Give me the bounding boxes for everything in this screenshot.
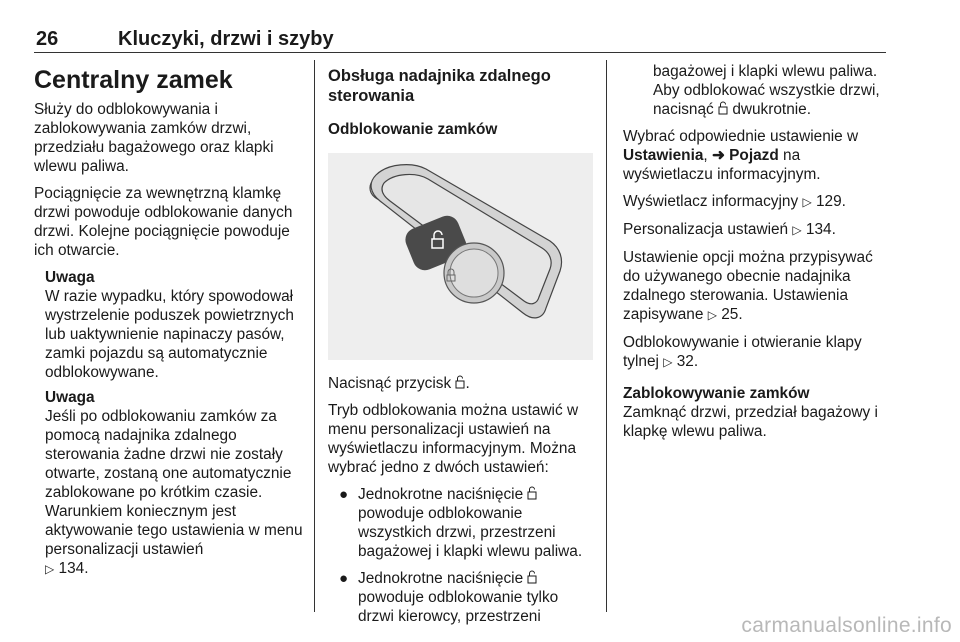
mode-paragraph: Tryb odblokowania można ustawić w menu personalizacji ustawień na wyświetlaczu informacyjnym. Można wybrać jedno z dwóch ustawień: [328, 402, 579, 476]
column-2 [328, 62, 596, 634]
menu-vehicle: Pojazd [729, 147, 779, 164]
bullet-icon: ● [339, 486, 349, 503]
handle-paragraph: Pociągnięcie za wewnętrzną klamkę drzwi powoduje odblokowanie danych drzwi. Kolejne pociągnięcie powoduje ich otwarcie. [34, 185, 293, 259]
column-3 [623, 62, 893, 449]
intro-paragraph: Służy do odblokowywania i zablokowywania zamków drzwi, przedziału bagażowego oraz klapki wlewu paliwa. [34, 101, 274, 175]
note-airbag [34, 268, 306, 382]
tailgate-ref-paragraph: Odblokowywanie i otwieranie klapy tylnej ▷ 32. [623, 334, 862, 370]
subsection-heading: Zablokowywanie zamków [623, 385, 810, 402]
menu-settings: Ustawienia [623, 147, 704, 164]
page-ref[interactable]: 25. [721, 306, 743, 323]
column-divider-1 [314, 60, 315, 612]
column-divider-2 [606, 60, 607, 612]
options-list [328, 485, 596, 626]
ref-arrow-icon: ▷ [707, 308, 717, 322]
lock-paragraph: Zamknąć drzwi, przedział bagażowy i klapkę wlewu paliwa. [623, 404, 878, 440]
note-title: Uwaga [45, 269, 95, 286]
key-fob-illustration [328, 153, 593, 360]
bullet-continuation: bagażowej i klapki wlewu paliwa. Aby odblokować wszystkie drzwi, nacisnąć dwukrotnie. [653, 63, 880, 118]
key-fob-drawing [328, 153, 593, 360]
menu-pointer-icon: ➜ [711, 147, 725, 164]
list-item: ● Jednokrotne naciśnięcie powoduje odblokowanie wszystkich drzwi, przestrzeni bagażowej i klapki wlewu paliwa. [339, 486, 583, 560]
bullet-icon: ● [339, 570, 349, 587]
header-rule [34, 52, 886, 53]
personalization-ref-paragraph: Personalizacja ustawień ▷ 134. [623, 221, 836, 238]
page-number: 26 [36, 28, 59, 50]
watermark: carmanualsonline.info [741, 614, 952, 637]
ref-arrow-icon: ▷ [45, 562, 55, 576]
assign-paragraph: Ustawienie opcji można przypisywać do używanego obecnie nadajnika zdalnego sterowania. Ustawienia zapisywane ▷ 25. [623, 249, 873, 323]
chapter-title: Kluczyki, drzwi i szyby [118, 28, 334, 50]
list-item: ● Jednokrotne naciśnięcie powoduje odblokowanie tylko drzwi kierowcy, przestrzeni [339, 570, 559, 625]
unlock-icon [527, 486, 537, 500]
note-title: Uwaga [45, 389, 95, 406]
unlock-icon [455, 375, 465, 389]
column-1 [34, 62, 306, 585]
ref-arrow-icon: ▷ [802, 195, 812, 209]
unlock-icon [718, 101, 728, 115]
ref-arrow-icon: ▷ [792, 223, 802, 237]
page-ref[interactable]: 134. [805, 221, 836, 238]
note-autolock [34, 388, 306, 579]
section-heading: Obsługa nadajnika zdalnego sterowania [328, 67, 551, 105]
unlock-icon [527, 570, 537, 584]
display-ref-paragraph: Wyświetlacz informacyjny ▷ 129. [623, 193, 846, 210]
subsection-heading: Odblokowanie zamków [328, 121, 498, 138]
page-ref[interactable]: 134. [58, 560, 89, 577]
note-text: Jeśli po odblokowaniu zamków za pomocą nadajnika zdalnego sterowania żadne drzwi nie zostały otwarte, zostaną one automatycznie zablokowane po krótkim czasie. Warunkiem koniecznym jest aktywowanie tego ustawienia w menu personalizacji ustawień [45, 408, 303, 558]
section-heading: Centralny zamek [34, 66, 233, 94]
page-header [36, 28, 884, 52]
settings-paragraph: Wybrać odpowiednie ustawienie w Ustawienia, ➜ Pojazd na wyświetlaczu informacyjnym. [623, 128, 859, 183]
page-ref[interactable]: 32. [676, 353, 699, 370]
page-ref[interactable]: 129. [815, 193, 846, 210]
press-paragraph: Nacisnąć przycisk . [328, 375, 470, 392]
note-text: W razie wypadku, który spowodował wystrzelenie poduszek powietrznych lub uaktywnienie napinaczy pasów, zamki pojazdu są automatycznie odblokowywane. [45, 288, 294, 381]
ref-arrow-icon: ▷ [663, 355, 673, 369]
